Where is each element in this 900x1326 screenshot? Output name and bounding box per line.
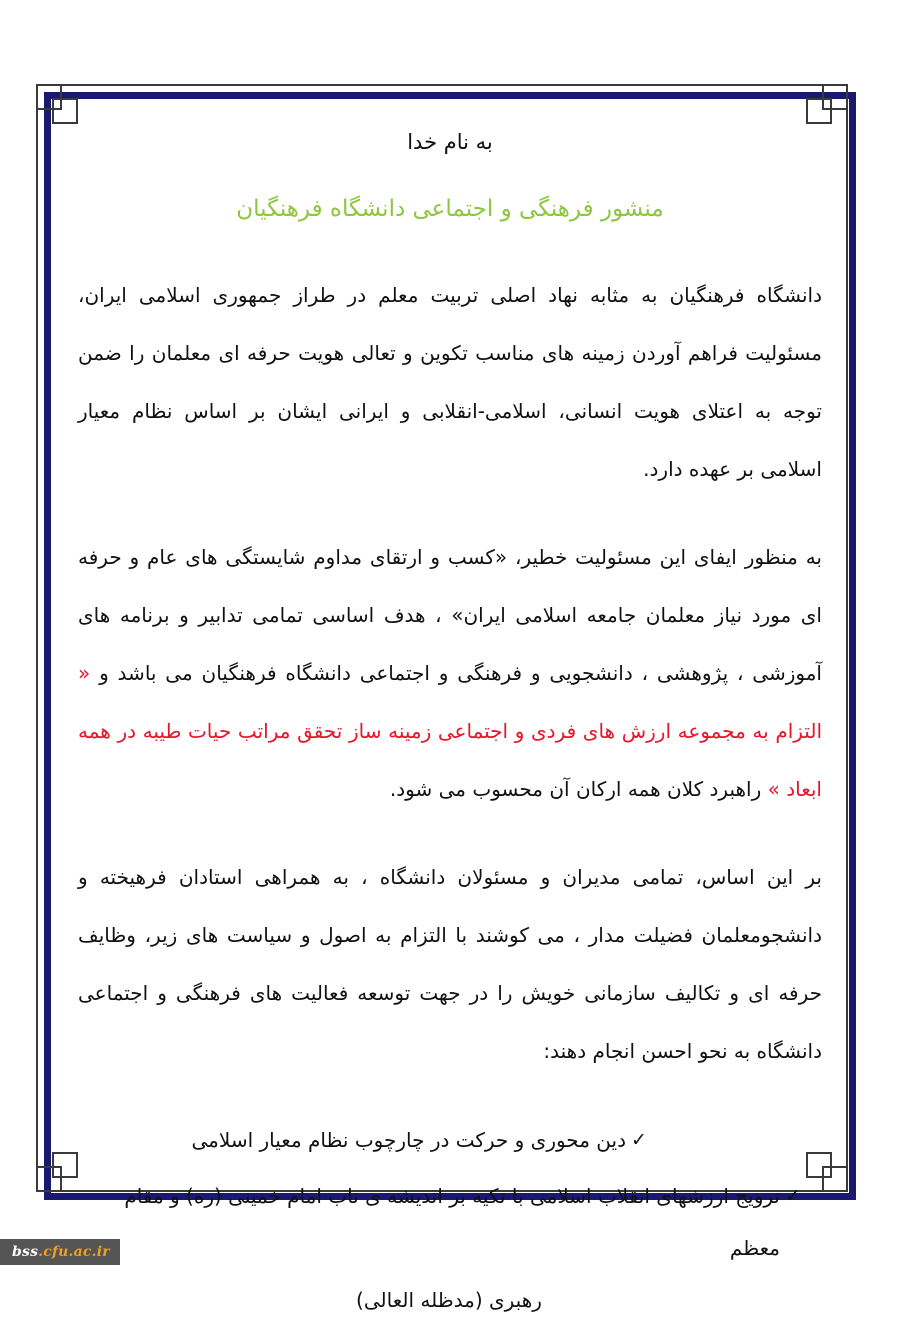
corner-ornament-bottom-left-outer <box>36 1166 62 1192</box>
paragraph-3 <box>78 848 822 1080</box>
watermark-domain: .cfu.ac.ir <box>38 1244 110 1260</box>
list-item-label: ترویج ارزشهای انقلاب اسلامی با تکیه بر اندیشه ی ناب امام خمینی (ره) و مقام معظم <box>124 1184 780 1260</box>
document-content <box>78 112 822 1312</box>
paragraph-2-highlighted-clause: « التزام به مجموعه ارزش های فردی و اجتماعی زمینه ساز تحقق مراتب حیات طیبه در همه ابعاد » <box>78 661 822 801</box>
corner-ornament-top-left-outer <box>36 84 62 110</box>
paragraph-2-text-lead: به منظور ایفای این مسئولیت خطیر، «کسب و ارتقای مداوم شایستگی های عام و حرفه ای مورد نیاز معلمان جامعه اسلامی ایران» ، هدف اساسی تمامی تدابیر و برنامه های آموزشی ، پژوهشی ، دانشجویی و فرهنگی و اجتماعی دانشگاه فرهنگیان می باشد و <box>78 545 822 685</box>
page-title: منشور فرهنگی و اجتماعی دانشگاه فرهنگیان <box>236 196 664 222</box>
paragraph-3-text: بر این اساس، تمامی مدیران و مسئولان دانشگاه ، به همراهی استادان فرهیخته و دانشجومعلمان فضیلت مدار ، می کوشند با التزام به اصول و سیاست های زیر، وظایف حرفه ای و تکالیف سازمانی خویش را در جهت توسعه فعالیت های فرهنگی و اجتماعی دانشگاه به نحو احسن انجام دهند: <box>78 865 822 1063</box>
check-mark-icon: ✓ <box>785 1185 801 1207</box>
list-item <box>78 1114 822 1166</box>
paragraph-1-text: دانشگاه فرهنگیان به مثابه نهاد اصلی تربیت معلم در طراز جمهوری اسلامی ایران، مسئولیت فراهم آوردن زمینه های مناسب تکوین و تعالی هویت حرفه ای معلمان را ضمن توجه به اعتلای هویت انسانی، اسلامی-انقلابی و ایرانی ایشان بر اساس نظام معیار اسلامی بر عهده دارد. <box>78 283 822 481</box>
corner-ornament-bottom-left-inner <box>52 1152 78 1178</box>
list-item-label-continuation: رهبری (مدظله العالی) <box>356 1288 542 1312</box>
corner-ornament-top-left-inner <box>52 98 78 124</box>
list-item-label-wrapper <box>78 1170 780 1326</box>
check-mark-icon: ✓ <box>631 1129 647 1151</box>
watermark-prefix: bss <box>12 1244 39 1260</box>
paragraph-2-text-tail: راهبرد کلان همه ارکان آن محسوب می شود. <box>389 777 768 801</box>
basmala-heading: به نام خدا <box>407 130 493 154</box>
principles-list <box>78 1114 822 1326</box>
corner-ornament-top-right-outer <box>822 84 848 110</box>
paragraph-1 <box>78 266 822 498</box>
site-watermark <box>0 1239 120 1265</box>
paragraph-2 <box>78 528 822 818</box>
list-item-label: دین محوری و حرکت در چارچوب نظام معیار اسلامی <box>191 1128 626 1152</box>
corner-ornament-bottom-right-outer <box>822 1166 848 1192</box>
list-item <box>78 1170 822 1326</box>
